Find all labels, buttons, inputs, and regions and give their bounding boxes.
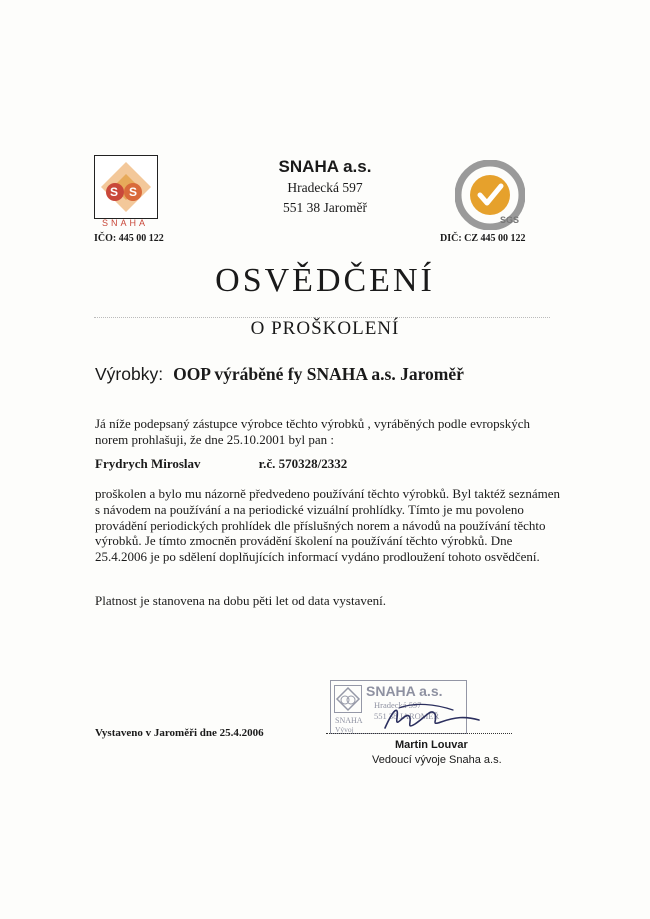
trainee-id: r.č. 570328/2332 — [258, 456, 348, 471]
trainee-name: Frydrych Miroslav — [95, 456, 201, 471]
company-dic: DIČ: CZ 445 00 122 — [440, 233, 526, 244]
document-title: OSVĚDČENÍ — [215, 262, 435, 299]
signer-name: Martin Louvar — [395, 739, 468, 751]
company-name: SNAHA a.s. — [278, 157, 372, 176]
stamp-logo-icon — [334, 685, 362, 713]
stamp-company-name: SNAHA a.s. — [366, 683, 443, 699]
document-subtitle: O PROŠKOLENÍ — [250, 318, 400, 339]
products-value: OOP výráběné fy SNAHA a.s. Jaroměř — [173, 364, 464, 384]
declaration-paragraph: Já níže podepsaný zástupce výrobce těchto výrobků , vyráběných podle evropských norem prohlašuji, že dne 25.10.2001 byl pan : — [95, 416, 530, 447]
sgs-label: SGS — [500, 215, 520, 225]
company-street: Hradecká 597 — [287, 180, 363, 195]
products-line — [95, 364, 464, 385]
training-paragraph: proškolen a bylo mu názorně předvedeno používání těchto výrobků. Byl taktéž seznámen s návodem na používání a na periodické vizuální prohlídky. Tímto je mu povoleno provádění periodických prohlídek dle příslušných norem a návodů na používání těchto výrobků. Je tímto zmocněn provádění školení na používání těchto výrobků. Dne 25.4.2006 je po sdělení doplňujících informací vydáno prodloužení tohoto osvědčení. — [95, 486, 560, 565]
issue-place-date: Vystaveno v Jaroměři dne 25.4.2006 — [95, 727, 264, 739]
stamp-city: 551 38 JAROMĚŘ — [374, 711, 440, 721]
svg-text:S: S — [129, 185, 138, 199]
stamp-street: Hradecká 597 — [374, 700, 422, 710]
company-ico: IČO: 445 00 122 — [94, 233, 164, 244]
stamp-department: Vývoj — [335, 725, 354, 734]
company-block — [0, 156, 650, 218]
company-city: 551 38 Jaroměř — [283, 200, 367, 215]
sgs-certification-badge — [455, 160, 525, 230]
trainee-line — [95, 456, 347, 472]
signature-line — [326, 733, 512, 734]
signer-role: Vedoucí vývoje Snaha a.s. — [372, 754, 502, 766]
svg-text:S: S — [110, 185, 119, 199]
stamp-brand: SNAHA — [335, 716, 363, 725]
validity-paragraph: Platnost je stanovena na dobu pěti let od data vystavení. — [95, 593, 386, 608]
logo-wordmark: SNAHA — [101, 218, 148, 228]
products-label: Výrobky: — [95, 364, 164, 384]
sgs-badge-icon — [455, 160, 525, 230]
